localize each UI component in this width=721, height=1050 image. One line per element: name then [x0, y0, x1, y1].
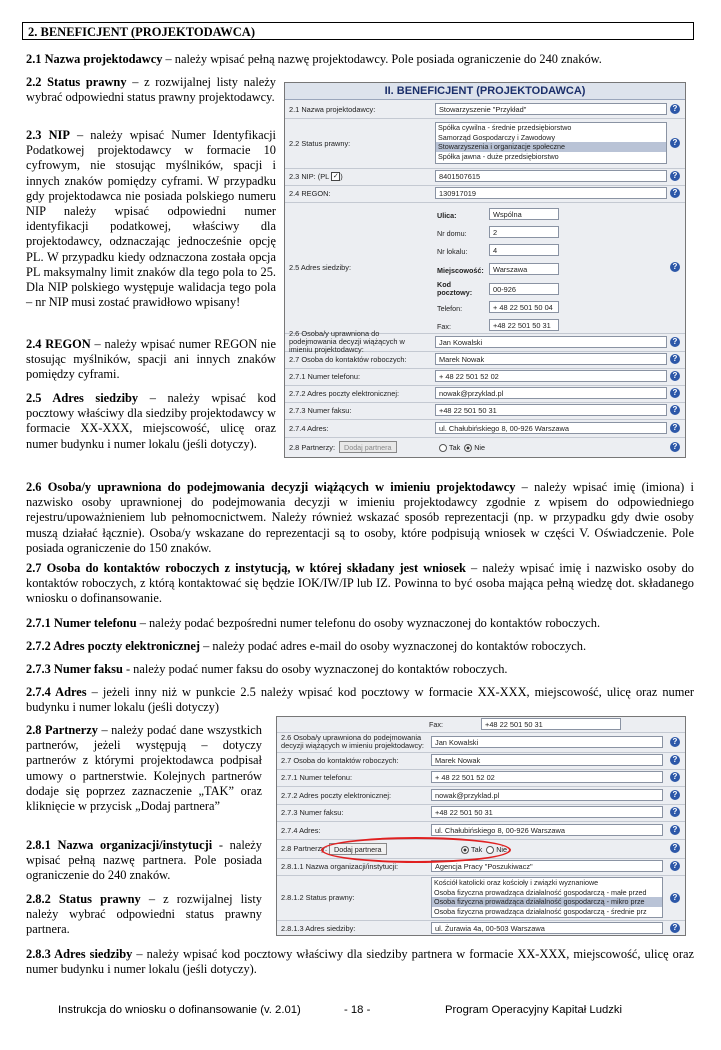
label-2-7: 2.7 Osoba do kontaktów roboczych: [281, 756, 399, 765]
status-option[interactable]: Osoba fizyczna prowadząca działalność gospodarczą - małe przed [434, 887, 647, 897]
label-2-7-2: 2.7.2 Adres poczty elektronicznej: [281, 790, 392, 800]
label-kod-pocztowy: Kod pocztowy: [437, 280, 473, 297]
form-title: II. BENEFICJENT (PROJEKTODAWCA) [285, 83, 685, 100]
status-option[interactable]: Spółka jawna - duże przedsiębiorstwo [438, 151, 559, 161]
para-2-7-3-text: - należy podać numer faksu do osoby wyznaczonej do kontaktów roboczych. [122, 662, 508, 676]
label-2-8: 2.8 Partnerzy: [289, 442, 336, 452]
label-2-7-2: 2.7.2 Adres poczty elektronicznej: [289, 389, 400, 398]
telefon-input[interactable]: + 48 22 501 50 04 [489, 301, 559, 313]
para-2-7-2 [26, 639, 694, 654]
help-icon[interactable]: ? [670, 188, 680, 198]
para-2-4-text: – należy wpisać numer REGON nie stosując myślników, spacji ani innych znaków pomiędzy cyframi. [26, 337, 276, 382]
help-icon[interactable]: ? [670, 807, 680, 817]
para-2-7 [26, 561, 694, 607]
para-2-8-3-text: – należy wpisać kod pocztowy właściwy dla siedziby partnera w formacie XX-XXX, miejscowość, ulicę oraz numer budynku i numer lokalu (jeśli dotyczy). [26, 947, 694, 977]
osoba-uprawniona-input[interactable]: Jan Kowalski [431, 736, 663, 748]
regon-input[interactable]: 130917019 [435, 187, 667, 199]
osoba-kontakt-input[interactable]: Marek Nowak [431, 754, 663, 766]
adres-kontakt-input[interactable]: ul. Chałubińskiego 8, 00-926 Warszawa [435, 422, 667, 434]
label-2-7-4: 2.7.4 Adres: [289, 423, 329, 433]
label-2-2: 2.2 Status prawny: [289, 138, 351, 148]
osoba-kontakt-input[interactable]: Marek Nowak [435, 353, 667, 365]
email-input[interactable]: nowak@przyklad.pl [435, 387, 667, 399]
label-nr-domu: Nr domu: [437, 229, 467, 238]
fax-input[interactable]: +48 22 501 50 31 [481, 718, 621, 730]
help-icon[interactable]: ? [670, 825, 680, 835]
dodaj-partnera-button[interactable]: Dodaj partnera [339, 441, 397, 453]
section-heading: 2. BENEFICJENT (PROJEKTODAWCA) [22, 22, 694, 40]
para-2-7-2-text: – należy podać adres e-mail do osoby wyznaczonej do kontaktów roboczych. [200, 639, 587, 653]
label-2-7-3: 2.7.3 Numer faksu: [281, 808, 344, 817]
para-2-3-heading: 2.3 NIP [26, 128, 70, 142]
partnerzy-radio-group[interactable] [435, 443, 485, 452]
help-icon[interactable]: ? [670, 354, 680, 364]
help-icon[interactable]: ? [670, 104, 680, 114]
dodaj-partnera-button[interactable]: Dodaj partnera [329, 843, 387, 855]
help-icon[interactable]: ? [670, 923, 680, 933]
label-2-4: 2.4 REGON: [289, 189, 331, 198]
label-ulica: Ulica: [437, 211, 457, 220]
radio-nie-label: Nie [496, 845, 507, 854]
help-icon[interactable]: ? [670, 405, 680, 415]
para-2-1-text: – należy wpisać pełną nazwę projektodawcy. Pole posiada ograniczenie do 240 znaków. [162, 52, 602, 66]
label-2-3: 2.3 NIP: (PL ✓ ) [289, 172, 343, 181]
footer-right: Program Operacyjny Kapitał Ludzki [445, 1004, 623, 1016]
help-icon[interactable]: ? [670, 138, 680, 148]
para-2-3-text: – należy wpisać Numer Identyfikacji Podatkowej projektodawcy w formacie 10 cyfrowym, nie stosując myślników, spacji i innych znaków pomiędzy cyframi. W przypadku gdy projektodawca nie posiada polskiego numeru NIP należy wpisać odpowiedni numer identyfikacji podatkowej, właściwy dla projektodawcy, odznaczając jednocześnie opcję PL. W przypadku kiedy odznaczona została opcja PL maksymalny limit znaków dla tego pola to 25. Dla NIP polskiego występuje walidacja tego pola – nr NIP musi zostać prawidłowo wpisany! [26, 128, 276, 310]
para-2-3 [26, 128, 276, 310]
help-icon[interactable]: ? [670, 790, 680, 800]
nr-lokalu-input[interactable]: 4 [489, 244, 559, 256]
para-2-8-2 [26, 892, 262, 938]
para-2-7-1 [26, 616, 694, 631]
nr-domu-input[interactable]: 2 [489, 226, 559, 238]
para-2-7-3-heading: 2.7.3 Numer faksu [26, 662, 123, 676]
nazwa-projektodawcy-input[interactable]: Stowarzyszenie "Przykład" [435, 103, 667, 115]
radio-nie-label: Nie [474, 443, 485, 452]
label-2-7: 2.7 Osoba do kontaktów roboczych: [289, 355, 407, 364]
para-2-6-text: – należy wpisać imię (imiona) i nazwisko osoby uprawnionej do podejmowania decyzji w imieniu projektodawcy zgodnie z wpisem do odpowiedniego rejestru/upoważnieniem lub pełnomocnictwem. Należy również wskazać sposób reprezentacji (np. w przypadku gdy dwie osoby muszą działać łącznie). Osoba/y wskazane do reprezentacji są to osoby, które podpisują wniosek w części V. Oświadczenie. Pole posiada ograniczenie do 150 znaków. [26, 480, 694, 555]
para-2-7-text: – należy wpisać imię i nazwisko osoby do kontaktów roboczych, z którą kontaktować się będzie IOK/IW/IP lub IZ. Powinna to być osoba mająca pełną wiedzę dot. składanego wniosku o dofinansowanie. [26, 561, 694, 606]
radio-nie[interactable] [464, 444, 472, 452]
email-input[interactable]: nowak@przyklad.pl [431, 789, 663, 801]
status-prawny-partnera-listbox[interactable] [431, 877, 663, 918]
label-2-7-1: 2.7.1 Numer telefonu: [289, 372, 361, 381]
footer-left: Instrukcja do wniosku o dofinansowanie (v. 2.01) [58, 1004, 301, 1016]
status-option[interactable]: Samorząd Gospodarczy i Zawodowy [438, 132, 556, 142]
label-2-8-3: 2.8.1.3 Adres siedziby: [281, 924, 356, 933]
radio-tak-label: Tak [471, 845, 483, 854]
label-2-3-text: 2.3 NIP: (PL [289, 172, 330, 181]
help-icon[interactable]: ? [670, 423, 680, 433]
para-2-4 [26, 337, 276, 383]
para-2-1 [26, 52, 694, 67]
para-2-2 [26, 75, 276, 105]
faks-input[interactable]: +48 22 501 50 31 [431, 806, 663, 818]
help-icon[interactable]: ? [670, 262, 680, 272]
para-2-5-text: – należy wpisać kod pocztowy właściwy dla siedziby projektodawcy w formacie XX-XXX, miejscowość, ulicę oraz numer budynku i numer lokalu (jeśli dotyczy). [26, 391, 276, 451]
adres-partnera-input[interactable]: ul. Żurawia 4a, 00-503 Warszawa [431, 922, 663, 934]
para-2-8-1 [26, 838, 262, 884]
para-2-8-heading: 2.8 Partnerzy [26, 723, 98, 737]
radio-tak[interactable] [439, 444, 447, 452]
para-2-8-1-text: - należy wpisać pełną nazwę partnera. Pole posiada ograniczenie do 240 znaków. [26, 838, 263, 883]
label-fax: Fax: [437, 322, 451, 331]
checkbox-pl[interactable]: ✓ [332, 173, 339, 180]
para-2-7-1-heading: 2.7.1 Numer telefonu [26, 616, 137, 630]
form-screenshot-partnerzy [276, 716, 686, 936]
help-icon[interactable]: ? [670, 737, 680, 747]
label-2-7-3: 2.7.3 Numer faksu: [289, 406, 352, 415]
status-option[interactable]: Kościół katolicki oraz kościoły i związki wyznaniowe [434, 878, 599, 887]
label-2-8-2: 2.8.1.2 Status prawny: [281, 893, 355, 902]
para-2-8-3 [26, 947, 694, 977]
para-2-8-2-text: – z rozwijalnej listy należy wybrać odpowiedni status prawny partnera. [26, 892, 262, 937]
para-2-5-heading: 2.5 Adres siedziby [26, 391, 139, 405]
para-2-6 [26, 480, 694, 556]
page-number: - 18 - [344, 1004, 371, 1016]
status-option[interactable]: Spółka cywilna - średnie przedsiębiorstwo [438, 123, 572, 132]
para-2-8-1-heading: 2.8.1 Nazwa organizacji/instytucji [26, 838, 213, 852]
fax-input[interactable]: +48 22 501 50 31 [489, 319, 559, 331]
highlight-circle [321, 837, 511, 863]
faks-input[interactable]: +48 22 501 50 31 [435, 404, 667, 416]
help-icon[interactable]: ? [670, 861, 680, 871]
para-2-2-text: – z rozwijalnej listy należy wybrać odpowiedni status prawny projektodawcy. [26, 75, 276, 105]
status-option-selected[interactable]: Stowarzyszenia i organizacje społeczne [436, 142, 666, 152]
para-2-7-2-heading: 2.7.2 Adres poczty elektronicznej [26, 639, 201, 653]
help-icon[interactable]: ? [670, 893, 680, 903]
para-2-8 [26, 723, 262, 814]
label-2-7-1: 2.7.1 Numer telefonu: [281, 773, 353, 782]
label-fax: Fax: [429, 720, 443, 729]
para-2-7-4 [26, 685, 694, 715]
kod-pocztowy-input[interactable]: 00-926 [489, 283, 559, 295]
help-icon[interactable]: ? [670, 772, 680, 782]
label-2-8: 2.8 Partnerzy: [281, 844, 328, 853]
para-2-1-heading: 2.1 Nazwa projektodawcy [26, 52, 163, 66]
nip-input[interactable]: 8401507615 [435, 170, 667, 182]
nazwa-partnera-input[interactable]: Agencja Pracy "Poszukiwacz" [431, 860, 663, 872]
label-miejscowosc: Miejscowość: [437, 266, 484, 275]
form-screenshot-beneficjent [284, 82, 686, 458]
help-icon[interactable]: ? [670, 337, 680, 347]
status-option-selected[interactable]: Osoba fizyczna prowadząca działalność gospodarczą - mikro prze [432, 897, 662, 907]
para-2-7-3 [26, 662, 694, 677]
para-2-2-heading: 2.2 Status prawny [26, 75, 127, 89]
telefon-kontakt-input[interactable]: + 48 22 501 52 02 [435, 370, 667, 382]
label-2-7-4: 2.7.4 Adres: [281, 825, 321, 835]
label-telefon: Telefon: [437, 304, 463, 313]
para-2-4-heading: 2.4 REGON [26, 337, 91, 351]
para-2-7-4-text: – jeżeli inny niż w punkcie 2.5 należy wpisać kod pocztowy w formacie XX-XXX, miejscowość, ulicę oraz numer budynku i numer lokalu (jeśli dotyczy) [26, 685, 694, 715]
radio-tak-label: Tak [449, 443, 461, 452]
help-icon[interactable]: ? [670, 755, 680, 765]
label-2-8-1: 2.8.1.1 Nazwa organizacji/instytucji: [281, 862, 399, 871]
status-prawny-listbox[interactable] [435, 122, 667, 164]
para-2-6-heading: 2.6 Osoba/y uprawniona do podejmowania decyzji wiążących w imieniu projektodawcy [26, 480, 516, 494]
status-option[interactable]: Osoba fizyczna prowadząca działalność gospodarczą - średnie prz [434, 906, 647, 916]
label-2-6: 2.6 Osoba/y uprawniona do podejmowania decyzji wiążących w imieniu projektodawcy: [289, 329, 405, 354]
miejscowosc-input[interactable]: Warszawa [489, 263, 559, 275]
help-icon[interactable]: ? [670, 843, 680, 853]
para-2-7-1-text: – należy podać bezpośredni numer telefonu do osoby wyznaczonej do kontaktów roboczych. [136, 616, 601, 630]
help-icon[interactable]: ? [670, 442, 680, 452]
label-2-6: 2.6 Osoba/y uprawniona do podejmowania decyzji wiążących w imieniu projektodawcy: [281, 733, 424, 750]
help-icon[interactable]: ? [670, 388, 680, 398]
label-nr-lokalu: Nr lokalu: [437, 247, 468, 256]
para-2-7-heading: 2.7 Osoba do kontaktów roboczych z instytucją, w której składany jest wniosek [26, 561, 466, 575]
telefon-kontakt-input[interactable]: + 48 22 501 52 02 [431, 771, 663, 783]
label-2-1: 2.1 Nazwa projektodawcy: [289, 104, 376, 114]
osoba-uprawniona-input[interactable]: Jan Kowalski [435, 336, 667, 348]
help-icon[interactable]: ? [670, 371, 680, 381]
para-2-8-2-heading: 2.8.2 Status prawny [26, 892, 141, 906]
ulica-input[interactable]: Wspólna [489, 208, 559, 220]
label-2-5: 2.5 Adres siedziby: [289, 263, 352, 272]
para-2-5 [26, 391, 276, 452]
para-2-7-4-heading: 2.7.4 Adres [26, 685, 87, 699]
adres-kontakt-input[interactable]: ul. Chałubińskiego 8, 00-926 Warszawa [431, 824, 663, 836]
help-icon[interactable]: ? [670, 171, 680, 181]
para-2-8-text: – należy podać dane wszystkich partnerów, jeżeli występują – dotyczy partnerów z którymi projektodawca podpisał umowy o partnerstwie. Kolejnych partnerów dodaje się poprzez zaznaczenie „TAK” oraz kliknięcie w przycisk „Dodaj partnera” [26, 723, 263, 814]
para-2-8-3-heading: 2.8.3 Adres siedziby [26, 947, 133, 961]
